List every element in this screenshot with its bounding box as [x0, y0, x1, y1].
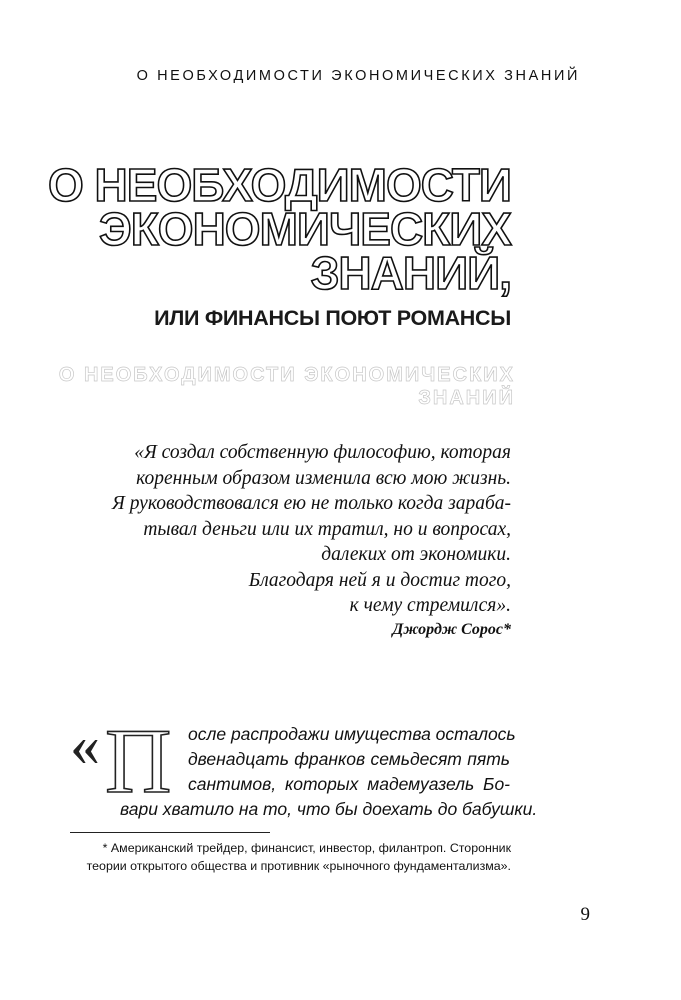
ghost-title-line: О НЕОБХОДИМОСТИ ЭКОНОМИЧЕСКИХ	[58, 364, 515, 386]
body-text-line: сантимов, которых мадемуазель Бо-	[188, 774, 510, 794]
chapter-title-line: О НЕОБХОДИМОСТИ	[48, 159, 511, 211]
epigraph-author: Джордж Сорос*	[392, 620, 511, 638]
epigraph-line: далеких от экономики.	[321, 544, 511, 565]
epigraph-line: Благодаря ней я и достиг того,	[248, 569, 511, 591]
footnote-line: * Американский трейдер, финансист, инвестор, филантроп. Сторонник	[102, 841, 511, 855]
chapter-subtitle: ИЛИ ФИНАНСЫ ПОЮТ РОМАНСЫ	[154, 306, 511, 330]
body-text-line: осле распродажи имущества осталось	[188, 724, 516, 744]
body-open-quote: «	[70, 712, 100, 778]
epigraph-line: тывал деньги или их тратил, но и вопросах,	[143, 518, 511, 540]
body-text-line: вари хватило на то, что бы доехать до бабушки.	[120, 799, 538, 819]
running-header: О НЕОБХОДИМОСТИ ЭКОНОМИЧЕСКИХ ЗНАНИЙ	[136, 68, 580, 84]
epigraph-line: «Я создал собственную философию, которая	[134, 442, 511, 463]
ghost-title	[59, 364, 515, 410]
chapter-title-line: ЗНАНИЙ,	[310, 247, 511, 299]
epigraph	[112, 440, 511, 640]
epigraph-line: к чему стремился».	[349, 595, 511, 616]
chapter-title-line: ЭКОНОМИЧЕСКИХ	[98, 203, 511, 255]
ghost-title-line: ЗНАНИЙ	[418, 387, 515, 409]
body-text-line: двенадцать франков семьдесят пять	[188, 749, 510, 769]
chapter-title	[48, 159, 511, 299]
footnote-divider	[70, 832, 270, 833]
epigraph-line: коренным образом изменила всю мою жизнь.	[136, 467, 511, 489]
page-number: 9	[580, 904, 590, 925]
footnote-line: теории открытого общества и противник «рыночного фундаментализма».	[86, 859, 511, 873]
drop-cap: П	[105, 710, 172, 812]
epigraph-line: Я руководствовался ею не только когда зараба-	[112, 493, 511, 514]
